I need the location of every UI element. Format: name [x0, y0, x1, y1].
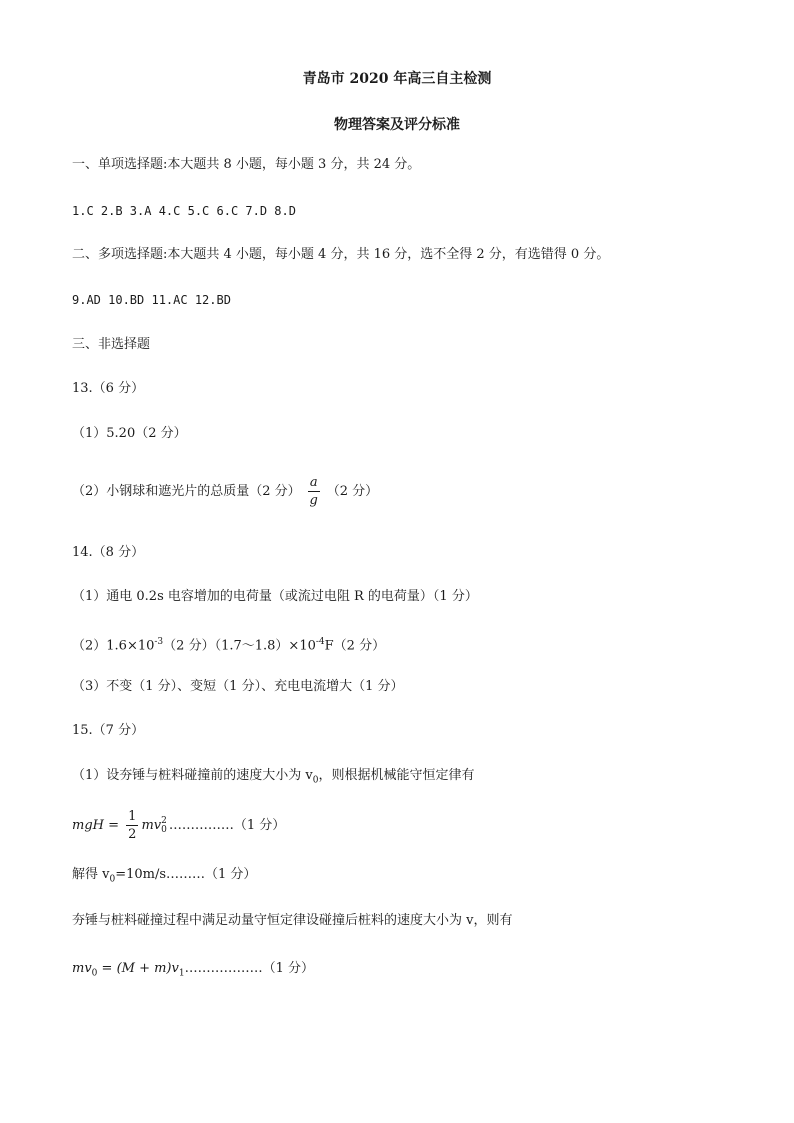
- q14-part-3: （3）不变（1 分）、变短（1 分）、充电电流增大（1 分）: [72, 679, 404, 694]
- q13-part-2-score: （2 分）: [326, 484, 379, 499]
- q15-equation-1: [72, 808, 285, 844]
- page-title: 青岛市 2020 年高三自主检测: [302, 71, 492, 87]
- equation-1-score: ……………（1 分）: [168, 818, 286, 833]
- q14-part-2: [72, 634, 385, 654]
- q13-part-2: [72, 474, 378, 510]
- equation-1-superscript: 2: [161, 815, 167, 826]
- equation-1-fraction: [126, 809, 138, 842]
- fraction-denominator: g: [309, 493, 318, 508]
- q13-fraction: [308, 475, 320, 508]
- fraction-numerator: 1: [128, 809, 137, 824]
- equation-2-subscript-2: 1: [178, 968, 185, 979]
- q14-exponent-1: -3: [154, 637, 164, 647]
- q15-part-1-tail: ，则根据机械能守恒定律有: [318, 768, 475, 783]
- equation-2-subscript-1: 0: [91, 968, 98, 979]
- equation-1-scripts: [161, 817, 167, 835]
- q13-part-1: （1）5.20（2 分）: [72, 426, 187, 441]
- page-subtitle: 物理答案及评分标准: [334, 117, 460, 133]
- q15-solution-a: 解得 v: [72, 867, 110, 882]
- section-1-answers: 1.C 2.B 3.A 4.C 5.C 6.C 7.D 8.D: [72, 204, 296, 218]
- q14-part-2-a: （2）1.6×10: [72, 638, 155, 654]
- equation-2-score: ………………（1 分）: [184, 961, 314, 976]
- section-1-header: 一、单项选择题:本大题共 8 小题，每小题 3 分，共 24 分。: [72, 157, 421, 172]
- q14-exponent-2: -4: [315, 637, 325, 647]
- section-3-header: 三、非选择题: [72, 337, 151, 352]
- equation-1-rhs: mv: [141, 818, 162, 833]
- equation-1-lhs: mgH =: [72, 818, 120, 833]
- q15-solution-b: =10m/s………（1 分）: [115, 867, 257, 882]
- q15-solution-subscript: 0: [109, 874, 116, 885]
- q15-solution: [72, 867, 256, 888]
- section-2-answers: 9.AD 10.BD 11.AC 12.BD: [72, 293, 231, 307]
- q15-part-1: [72, 768, 475, 789]
- q14-header: 14.（8 分）: [72, 545, 145, 560]
- equation-2-a: mv: [72, 961, 92, 976]
- q14-part-2-c: F（2 分）: [324, 638, 386, 654]
- q15-part-1-subscript: 0: [312, 775, 319, 786]
- section-2-header: 二、多项选择题:本大题共 4 小题，每小题 4 分，共 16 分，选不全得 2 分，有选错得 0 分。: [72, 247, 610, 262]
- equation-1-subscript: 0: [161, 824, 167, 835]
- equation-2-b: = (M + m)v: [97, 961, 179, 976]
- q15-part-1-text: （1）设夯锤与桩料碰撞前的速度大小为 v: [72, 768, 313, 783]
- q13-part-2-text: （2）小钢球和遮光片的总质量（2 分）: [72, 484, 301, 499]
- q13-header: 13.（6 分）: [72, 381, 145, 396]
- q15-part-2: 夯锤与桩料碰撞过程中满足动量守恒定律设碰撞后桩料的速度大小为 v，则有: [72, 913, 513, 928]
- q14-part-1: （1）通电 0.2s 电容增加的电荷量（或流过电阻 R 的电荷量）（1 分）: [72, 589, 478, 604]
- fraction-denominator: 2: [128, 827, 137, 842]
- q15-equation-2: [72, 961, 314, 982]
- q14-part-2-b: （2 分）（1.7～1.8）×10: [163, 638, 316, 654]
- fraction-numerator: a: [309, 475, 318, 490]
- q15-header: 15.（7 分）: [72, 723, 145, 738]
